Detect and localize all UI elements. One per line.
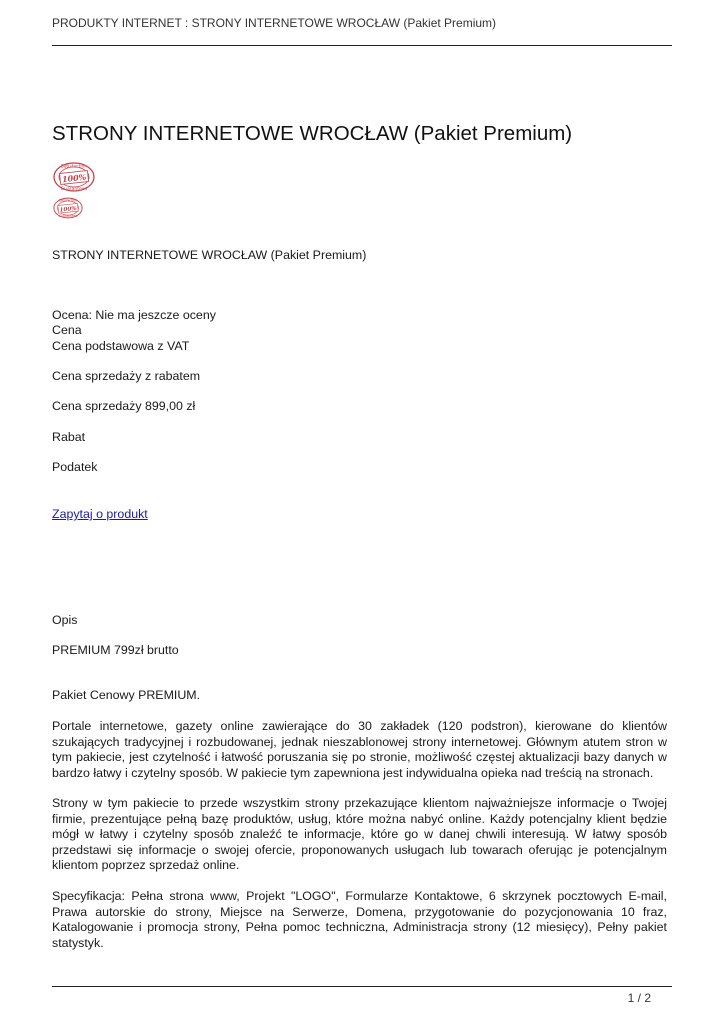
badge-main-text: 100% [61, 171, 87, 185]
price-label: Cena [52, 323, 82, 337]
discount-price-label: Cena sprzedaży z rabatem [52, 369, 201, 383]
description-paragraph-2: Strony w tym pakiecie to przede wszystkim strony przekazujące klientom najważniejsze informacje o Twojej firmie, prezentujące pełną bazę produktów, usług, które można nabyć online. Każdy potencjalny klient będzie mógł w łatwy i czytelny sposób znaleźć te informacje, które go w danej chwili interesują. W łatwy sposób przedstawi się informacje o swojej ofercie, proponowanych usługach lub towarach oferując je potencjalnym klientom poprzez sprzedaż online. [52, 796, 667, 873]
running-header: PRODUKTY INTERNET : STRONY INTERNETOWE WROCŁAW (Pakiet Premium) [52, 16, 497, 30]
rating: Ocena: Nie ma jeszcze oceny [52, 308, 216, 322]
description-paragraph-1: Portale internetowe, gazety online zawierające do 30 zakładek (120 podstron), kierowane do klientów szukających tradycyjnej i rozbudowanej, jednak nieszablonowej strony internetowej. Głównym atutem stron w tym pakiecie, jest czytelność i łatwość poruszania się po stronie, możliwość częstej aktualizacji bazy danych w bardzo łatwy i czytelny sposób. W pakiecie tym zapewniona jest indywidualna opieka nad treścią na stronach. [52, 719, 667, 780]
guarantee-badge-small-icon [52, 196, 84, 220]
badge-top-text: Satisfaction [60, 164, 88, 170]
tax-label: Podatek [52, 460, 98, 474]
badge-small-bottom-text: Guaranteed [58, 214, 78, 219]
base-price-label: Cena podstawowa z VAT [52, 339, 190, 353]
page-number: 1 / 2 [627, 991, 651, 1005]
sale-price: Cena sprzedaży 899,00 zł [52, 399, 196, 413]
footer-divider [52, 986, 672, 987]
badge-bottom-text: Guaranteed [60, 187, 88, 192]
header-divider [52, 45, 672, 46]
badge-small-main-text: 100% [59, 205, 78, 214]
ask-about-product-link[interactable]: Zapytaj o produkt [52, 507, 148, 521]
discount-label: Rabat [52, 430, 86, 444]
specification-paragraph: Specyfikacja: Pełna strona www, Projekt "LOGO", Formularze Kontaktowe, 6 skrzynek pocztowych E-mail, Prawa autorskie do strony, Miejsce na Serwerze, Domena, przygotowanie do pozycjonowania 10 fraz, Katalogowanie i promocja strony, Pełna pomoc techniczna, Administracja strony (12 miesięcy), Pełny pakiet statystyk. [52, 889, 667, 950]
guarantee-badge-icon [52, 160, 96, 194]
product-name: STRONY INTERNETOWE WROCŁAW (Pakiet Premium) [52, 248, 367, 262]
badge-small-top-text: Satisfaction [58, 198, 78, 203]
description-heading: Opis [52, 613, 78, 627]
package-name: Pakiet Cenowy PREMIUM. [52, 688, 201, 702]
premium-price: PREMIUM 799zł brutto [52, 643, 179, 657]
page-title: STRONY INTERNETOWE WROCŁAW (Pakiet Premium) [52, 122, 573, 145]
